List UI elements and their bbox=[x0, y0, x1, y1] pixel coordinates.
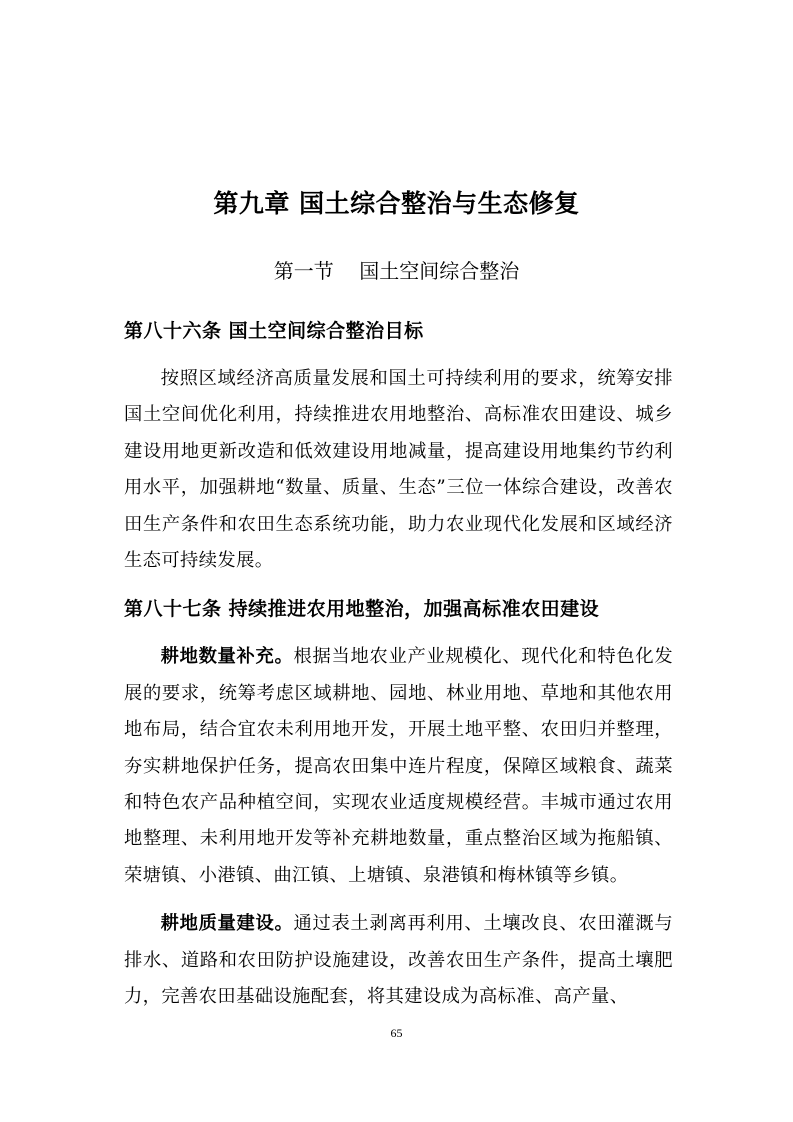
paragraph-text: 按照区域经济高质量发展和国土可持续利用的要求，统筹安排国土空间优化利用，持续推进农用地整治、高标准农田建设、城乡建设用地更新改造和低效建设用地减量，提高建设用地集约节约利用水平，加强耕地“数量、质量、生态”三位一体综合建设，改善农田生产条件和农田生态系统功能，助力农业现代化发展和区域经济生态可持续发展。 bbox=[124, 368, 673, 572]
chapter-title: 第九章 国土综合整治与生态修复 bbox=[213, 189, 580, 218]
article-87-heading: 第八十七条 持续推进农用地整治，加强高标准农田建设 bbox=[124, 598, 600, 621]
farmland-quantity-paragraph bbox=[124, 639, 673, 894]
document-body bbox=[124, 313, 673, 1016]
paragraph-lead: 耕地质量建设。 bbox=[160, 913, 294, 935]
section-title: 第一节 国土空间综合整治 bbox=[273, 259, 520, 283]
page-number: 65 bbox=[390, 1026, 403, 1040]
paragraph-text: 根据当地农业产业规模化、现代化和特色化发展的要求，统筹考虑区域耕地、园地、林业用地、草地和其他农用地布局，结合宜农未利用地开发，开展土地平整、农田归并整理，夯实耕地保护任务，提高农田集中连片程度，保障区域粮食、蔬菜和特色农产品种植空间，实现农业适度规模经营。丰城市通过农用地整理、未利用地开发等补充耕地数量，重点整治区域为拖船镇、荣塘镇、小港镇、曲江镇、上塘镇、泉港镇和梅林镇等乡镇。 bbox=[124, 646, 674, 886]
paragraph-lead: 耕地数量补充。 bbox=[160, 646, 294, 668]
farmland-quality-paragraph bbox=[124, 906, 673, 1015]
paragraph-text: 通过表土剥离再利用、土壤改良、农田灌溉与排水、道路和农田防护设施建设，改善农田生产条件，提高土壤肥力，完善农田基础设施配套，将其建设成为高标准、高产量、 bbox=[124, 913, 674, 1008]
article-86-paragraph bbox=[124, 361, 673, 579]
article-86-heading: 第八十六条 国土空间综合整治目标 bbox=[124, 320, 424, 342]
